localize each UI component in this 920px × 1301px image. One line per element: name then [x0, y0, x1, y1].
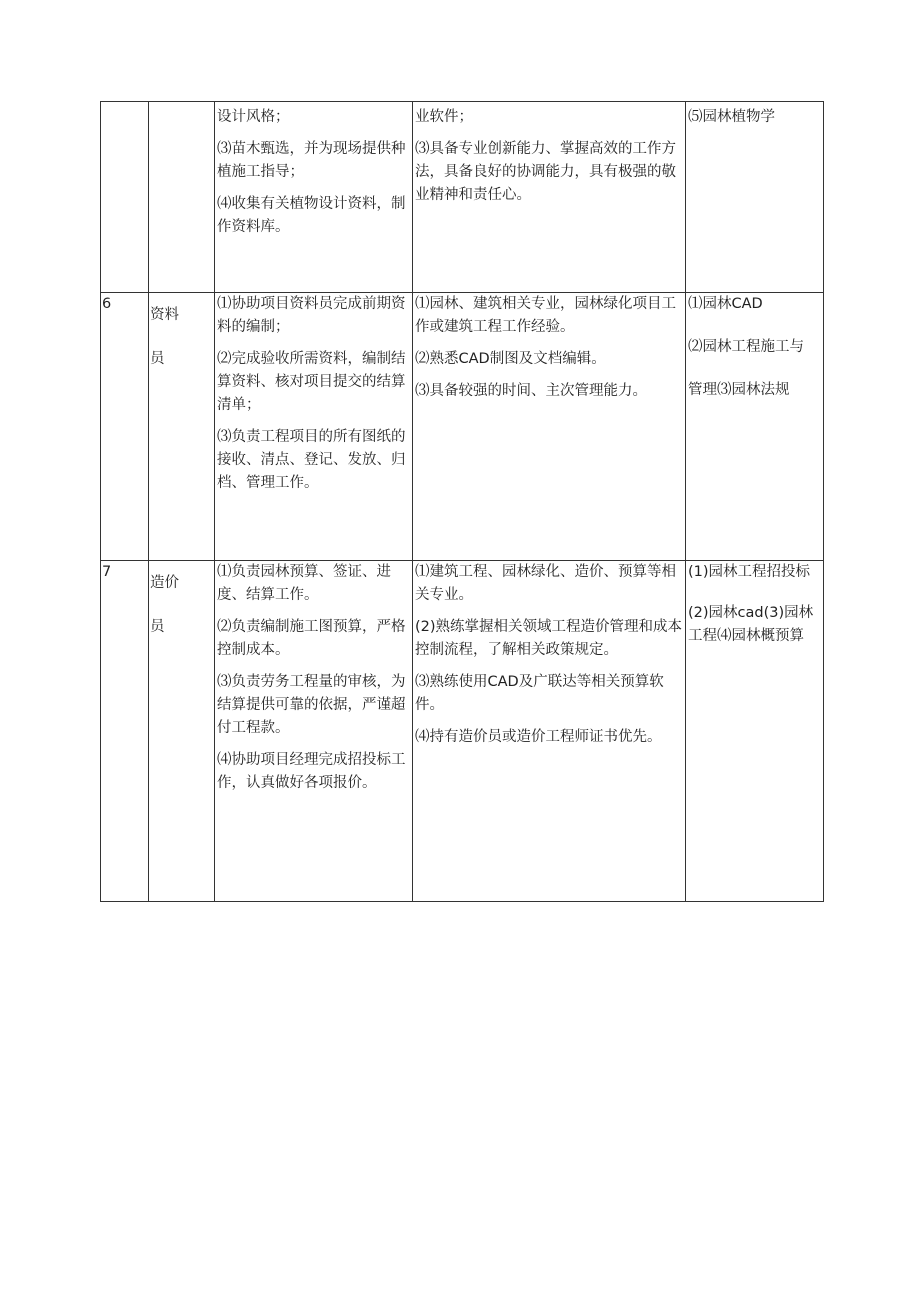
duties-cell: [215, 561, 413, 902]
duty-item: ⑵完成验收所需资料，编制结算资料、核对项目提交的结算清单；: [217, 351, 406, 413]
course-item: (1)园林工程招投标: [688, 564, 811, 580]
requirements-cell: [413, 102, 686, 293]
duty-item: ⑵负责编制施工图预算，严格控制成本。: [217, 619, 406, 658]
duties-cell: [215, 102, 413, 293]
requirements-cell: [413, 293, 686, 561]
row-number-cell: [101, 102, 149, 293]
duty-item: ⑷收集有关植物设计资料，制作资料库。: [217, 196, 406, 235]
row-number-cell: 7: [101, 561, 149, 902]
role-cell: 造价员: [149, 561, 215, 902]
table-row: [101, 102, 824, 293]
duty-item: ⑶苗木甄选，并为现场提供种植施工指导；: [217, 141, 406, 180]
course-item: ⑴园林CAD: [688, 296, 763, 312]
duty-item: ⑷协助项目经理完成招投标工作，认真做好各项报价。: [217, 752, 406, 791]
requirement-item: ⑴建筑工程、园林绿化、造价、预算等相关专业。: [415, 564, 676, 603]
course-item: (2)园林cad(3)园林工程⑷园林概预算: [688, 605, 814, 644]
duties-cell: [215, 293, 413, 561]
requirement-item: 业软件；: [415, 109, 473, 125]
role-cell: [149, 102, 215, 293]
role-cell: 资料员: [149, 293, 215, 561]
requirement-item: ⑵熟悉CAD制图及文档编辑。: [415, 351, 606, 367]
requirement-item: ⑴园林、建筑相关专业，园林绿化项目工作或建筑工程工作经验。: [415, 296, 676, 335]
requirements-cell: [413, 561, 686, 902]
course-item: 管理⑶园林法规: [688, 382, 790, 398]
table-row: [101, 293, 824, 561]
duty-item: ⑴协助项目资料员完成前期资料的编制；: [217, 296, 406, 335]
requirement-item: ⑶具备较强的时间、主次管理能力。: [415, 383, 647, 399]
courses-cell: [686, 293, 824, 561]
duty-item: 设计风格；: [217, 109, 290, 125]
courses-cell: [686, 561, 824, 902]
requirement-item: ⑶具备专业创新能力、掌握高效的工作方法，具备良好的协调能力，具有极强的敬业精神和责任心。: [415, 141, 676, 203]
duty-item: ⑶负责工程项目的所有图纸的接收、清点、登记、发放、归档、管理工作。: [217, 429, 406, 491]
requirement-item: (2)熟练掌握相关领域工程造价管理和成本控制流程，了解相关政策规定。: [415, 619, 683, 658]
duty-item: ⑶负责劳务工程量的审核，为结算提供可靠的依据，严谨超付工程款。: [217, 674, 406, 736]
requirement-item: ⑷持有造价员或造价工程师证书优先。: [415, 729, 662, 745]
job-table: [100, 101, 824, 902]
duty-item: ⑴负责园林预算、签证、进度、结算工作。: [217, 564, 391, 603]
courses-cell: [686, 102, 824, 293]
table-row: [101, 561, 824, 902]
row-number-cell: 6: [101, 293, 149, 561]
requirement-item: ⑶熟练使用CAD及广联达等相关预算软件。: [415, 674, 664, 713]
course-item: ⑵园林工程施工与: [688, 339, 804, 355]
course-item: ⑸园林植物学: [688, 109, 775, 125]
